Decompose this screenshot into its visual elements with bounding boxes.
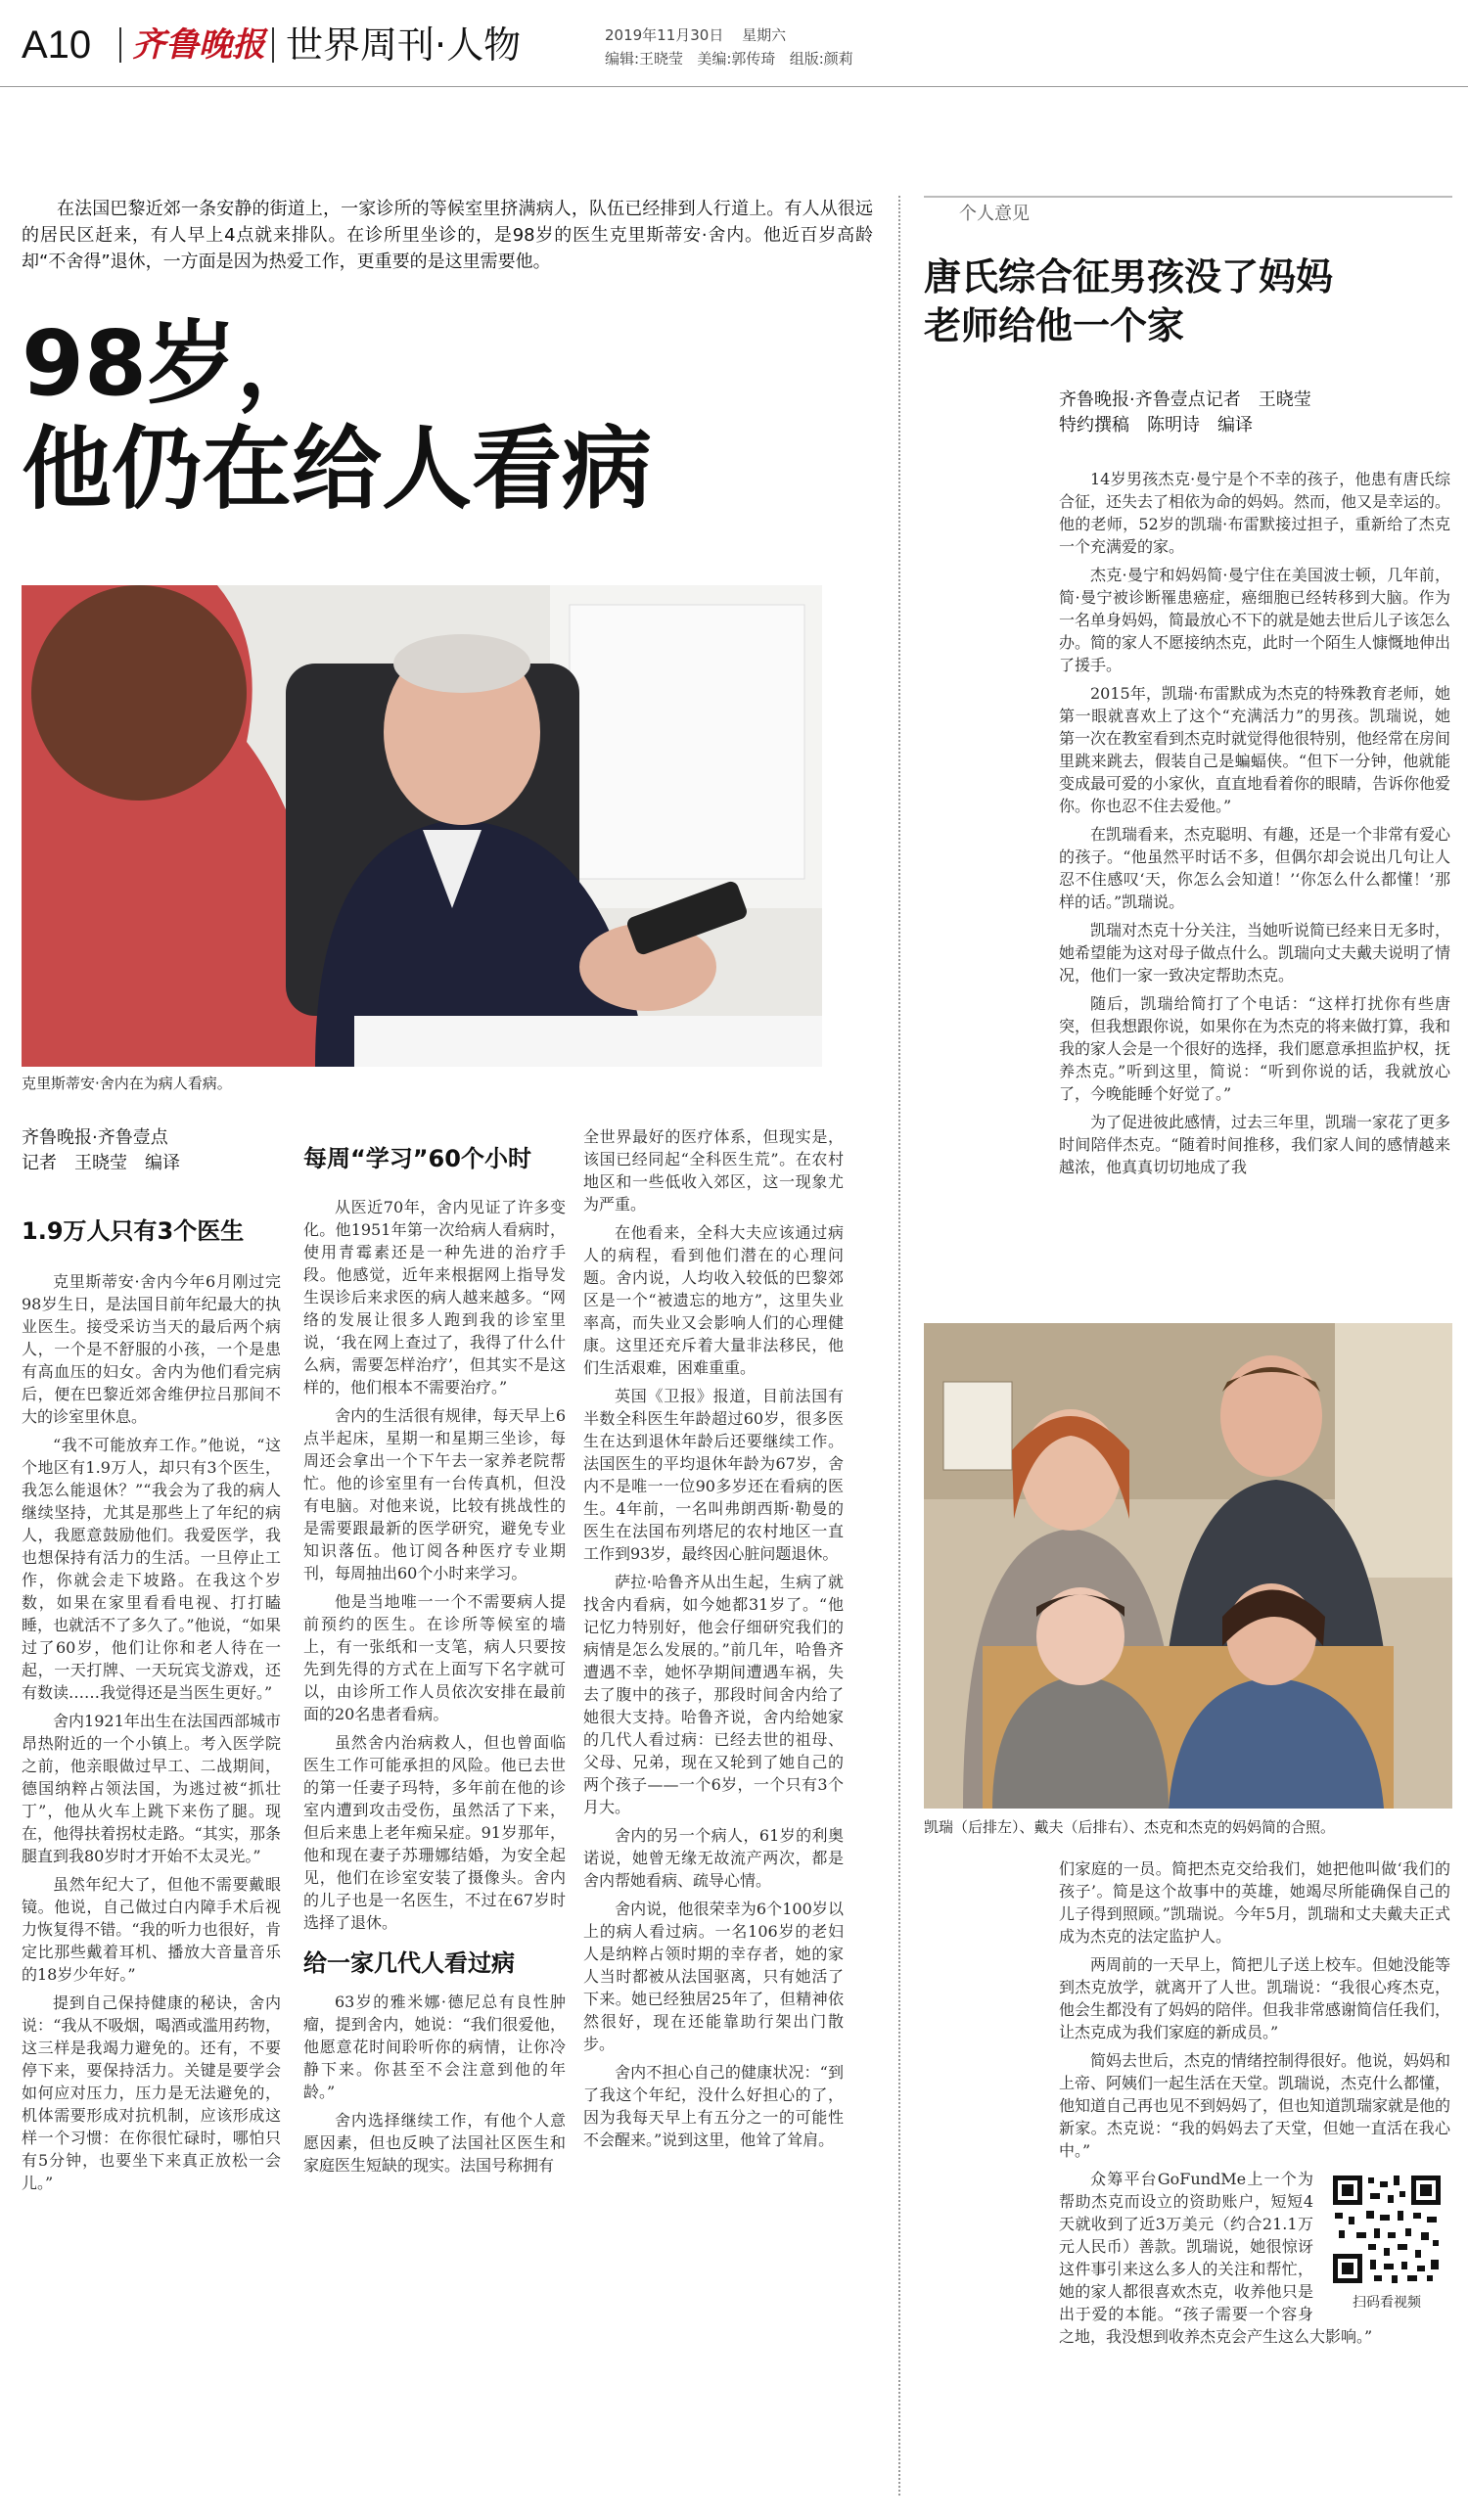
lead-col1-para: 虽然年纪大了，但他不需要戴眼镜。他说，自己做过白内障手术后视力恢复得不错。“我的听力也很好，肯定比那些戴着耳机、播放大音量音乐的18岁少年好。” [22, 1875, 281, 1984]
masthead-divider-2 [272, 27, 274, 63]
lead-col2-para: 他是当地唯一一个不需要病人提前预约的医生。在诊所等候室的墙上，有一张纸和一支笔，病人只要按先到先得的方式在上面写下名字就可以，由诊所工作人员依次安排在最前面的20名患者看病。 [303, 1592, 566, 1723]
subhead-generations: 给一家几代人看过病 [303, 1949, 515, 1977]
lead-col1-para: “我不可能放弃工作。”他说，“这个地区有1.9万人，却只有3个医生，我怎么能退休？”“我会为了我的病人继续坚持，尤其是那些上了年纪的病人，我愿意鼓励他们。我爱医学，我也想保持有活力的生活。一旦停止工作，你就会走下坡路。在我这个岁数，如果在家里看看电视、打打瞌睡，也就活不了多久了。”他说，“如果过了60岁，他们让你和老人待在一起，一天打牌、一天玩宾戈游戏，还有数读……我觉得还是当医生更好。” [22, 1436, 281, 1702]
lead-col3-para: 全世界最好的医疗体系，但现实是，该国已经同起“全科医生荒”。在农村地区和一些低收入郊区，这一现象尤为严重。 [583, 1127, 844, 1214]
lead-col2-para: 从医近70年，舍内见证了许多变化。他1951年第一次给病人看病时，使用青霉素还是一种先进的治疗手段。他感觉，近年来根据网上指导发生误诊后来求医的病人越来越多。“网络的发展让很多人跑到我的诊室里说，‘我在网上查过了，我得了什么什么病，需要怎样治疗’，但其实不是这样的，他们根本不需要治疗。” [303, 1198, 566, 1397]
side-para: 14岁男孩杰克·曼宁是个不幸的孩子，他患有唐氏综合征，还失去了相依为命的妈妈。然而，他又是幸运的。他的老师，52岁的凯瑞·布雷默接过担子，重新给了杰克一个充满爱的家。 [1059, 470, 1450, 556]
lead-col1-para: 舍内1921年出生在法国西部城市昂热附近的一个小镇上。考入医学院之前，他亲眼做过早工、二战期间，德国纳粹占领法国，为逃过被“抓壮丁”，他从火车上跳下来伤了腿。现在，他得扶着拐杖走路。“其实，那条腿直到我80岁时才开始不太灵光。” [22, 1712, 281, 1865]
side-headline [924, 252, 1452, 350]
side-para: 杰克·曼宁和妈妈简·曼宁住在美国波士顿，几年前，简·曼宁被诊断罹患癌症，癌细胞已经转移到大脑。作为一名单身妈妈，简最放心不下的就是她去世后儿子该怎么办。简的家人不愿接纳杰克，此时一个陌生人慷慨地伸出了援手。 [1059, 566, 1450, 674]
lead-col3-para: 在他看来，全科大夫应该通过病人的病程，看到他们潜在的心理问题。舍内说，人均收入较低的巴黎郊区是一个“被遗忘的地方”，这里失业率高，而失业又会影响人们的心理健康。这里还充斥着大量非法移民，他们生活艰难，困难重重。 [583, 1223, 844, 1377]
qr-code[interactable] [1329, 2172, 1445, 2287]
lead-col3-para: 舍内不担心自己的健康状况：“到了我这个年纪，没什么好担心的了，因为我每天早上有五分之一的可能性不会醒来。”说到这里，他耸了耸肩。 [583, 2063, 844, 2149]
lead-col2-para: 舍内的生活很有规律，每天早上6点半起床，星期一和星期三坐诊，每周还会拿出一个下午去一家养老院帮忙。他的诊室里有一台传真机，但没有电脑。对他来说，比较有挑战性的是需要跟最新的医学研究，避免专业知识落伍。他订阅各种医疗专业期刊，每周抽出60个小时来学习。 [303, 1406, 566, 1582]
issue-weekday: 星期六 [742, 26, 787, 44]
side-byline [1059, 388, 1450, 438]
qr-pattern [1329, 2172, 1445, 2287]
page-number: A10 [22, 23, 92, 67]
side-para: 为了促进彼此感情，过去三年里，凯瑞一家花了更多时间陪伴杰克。“随着时间推移，我们家人间的感情越来越浓，他真真切切地成了我 [1059, 1113, 1450, 1176]
opinion-label-bar [924, 196, 1452, 227]
lead-headline-line1: 98岁， [22, 311, 328, 416]
side-byline-line1: 齐鲁晚报·齐鲁壹点记者 王晓莹 [1059, 389, 1311, 410]
masthead-rule [0, 86, 1468, 87]
lead-photo-caption: 克里斯蒂安·舍内在为病人看病。 [22, 1075, 232, 1092]
lead-col2-para: 虽然舍内治病救人，但也曾面临医生工作可能承担的风险。他已去世的第一任妻子玛特，多年前在他的诊室内遭到攻击受伤，虽然活了下来，但后来患上老年痴呆症。91岁那年，他和现在妻子苏珊娜结婚，为安全起见，他们在诊室安装了摄像头。舍内的儿子也是一名医生，不过在67岁时选择了退休。 [303, 1733, 566, 1932]
subhead-doctors: 1.9万人只有3个医生 [22, 1217, 245, 1245]
masthead [0, 0, 1468, 88]
issue-date: 2019年11月30日 [605, 26, 724, 44]
column-divider [898, 196, 900, 2496]
paper-logo: 齐鲁晚报 [132, 25, 265, 65]
lead-byline-line2: 记者 王晓莹 编译 [22, 1153, 180, 1173]
lead-col1-para: 提到自己保持健康的秘诀，舍内说：“我从不吸烟，喝酒或滥用药物，这三样是我竭力避免的。还有，不要停下来，要保持活力。关键是要学会如何应对压力，压力是无法避免的，机体需要形成对抗机制，应该形成这样一个习惯：在你很忙碌时，哪怕只有5分钟，也要坐下来真正放松一会儿。” [22, 1993, 281, 2192]
lead-col3-para: 舍内的另一个病人，61岁的利奥诺说，她曾无缘无故流产两次，都是舍内帮她看病、疏导心情。 [583, 1826, 844, 1890]
issue-date-line [605, 25, 786, 45]
lead-col3-para: 英国《卫报》报道，目前法国有半数全科医生年龄超过60岁，很多医生在达到退休年龄后还要继续工作。法国医生的平均退休年龄为67岁，舍内不是唯一一位90多岁还在看病的医生。4年前，一名叫弗朗西斯·勒曼的医生在法国布列塔尼的农村地区一直工作到93岁，最终因心脏问题退休。 [583, 1387, 844, 1563]
side-headline-line1: 唐氏综合征男孩没了妈妈 [924, 255, 1334, 298]
side-para: 随后，凯瑞给简打了个电话：“这样打扰你有些唐突，但我想跟你说，如果你在为杰克的将来做打算，我和我的家人会是一个很好的选择，我们愿意承担监护权，抚养杰克。”听到这里，简说：“听到你说的话，我就放心了，今晚能睡个好觉了。” [1059, 994, 1450, 1103]
lead-col2-para: 63岁的雅米娜·德尼总有良性肿瘤，提到舍内，她说：“我们很爱他，他愿意花时间聆听你的病情，让你冷静下来。你甚至不会注意到他的年龄。” [303, 1993, 566, 2101]
side-para: 2015年，凯瑞·布雷默成为杰克的特殊教育老师，她第一眼就喜欢上了这个“充满活力”的男孩。凯瑞说，她第一次在教室看到杰克时就觉得他很特别，他经常在房间里跳来跳去，假装自己是蝙蝠侠。“但下一分钟，他就能变成最可爱的小家伙，直直地看着你的眼睛，告诉你他爱你。你也忍不住去爱他。” [1059, 684, 1450, 815]
side-headline-line2: 老师给他一个家 [924, 304, 1185, 347]
side-para: 们家庭的一员。简把杰克交给我们，她把他叫做‘我们的孩子’。简是这个故事中的英雄，她竭尽所能确保自己的儿子得到照顾。”凯瑞说。今年5月，凯瑞和丈夫戴夫正式成为杰克的法定监护人。 [1059, 1859, 1450, 1946]
side-para: 简妈去世后，杰克的情绪控制得很好。他说，妈妈和上帝、阿姨们一起生活在天堂。凯瑞说，杰克什么都懂，他知道自己再也见不到妈妈了，但也知道凯瑞家就是他的新家。杰克说：“我的妈妈去了天堂，但她一直活在我心中。” [1059, 2051, 1450, 2160]
qr-caption: 扫码看视频 [1353, 2295, 1421, 2311]
lead-intro: 在法国巴黎近郊一条安静的街道上，一家诊所的等候室里挤满病人，队伍已经排到人行道上。有人从很远的居民区赶来，有人早上4点就来排队。在诊所里坐诊的，是98岁的医生克里斯蒂安·舍内。他近百岁高龄却“不舍得”退休，一方面是因为热爱工作，更重要的是这里需要他。 [22, 199, 873, 272]
lead-column-3 [583, 1125, 844, 2496]
lead-col1-para: 克里斯蒂安·舍内今年6月刚过完98岁生日，是法国目前年纪最大的执业医生。接受采访当天的最后两个病人，一个是不舒服的小孩，一个是患有高血压的妇女。舍内为他们看完病后，便在巴黎近郊舍维伊拉吕那间不大的诊室里休息。 [22, 1272, 281, 1426]
side-para: 在凯瑞看来，杰克聪明、有趣，还是一个非常有爱心的孩子。“他虽然平时话不多，但偶尔却会说出几句让人忍不住感叹‘天，你怎么会知道！’‘你怎么什么都懂！’那样的话。”凯瑞说。 [1059, 825, 1450, 911]
side-para: 凯瑞对杰克十分关注，当她听说简已经来日无多时，她希望能为这对母子做点什么。凯瑞向丈夫戴夫说明了情况，他们一家一致决定帮助杰克。 [1059, 921, 1450, 985]
section-title: 世界周刊·人物 [286, 23, 522, 67]
lead-headline [22, 311, 873, 523]
side-para: 众筹平台GoFundMe上一个为帮助杰克而设立的资助账户，短短4天就收到了近3万美元（约合21.1万元人民币）善款。凯瑞说，她很惊讶这件事引来这么多人的关注和帮忙，她的家人都很喜欢杰克，收养他只是出于爱的本能。“孩子需要一个容身之地，我没想到收养杰克会产生这么大影响。” [1059, 2170, 1373, 2346]
side-body-top [1059, 468, 1450, 1306]
lead-column-1 [22, 1270, 281, 2494]
family-photo-caption: 凯瑞（后排左）、戴夫（后排右）、杰克和杰克的妈妈简的合照。 [924, 1818, 1336, 1836]
lead-byline [22, 1125, 286, 1176]
lead-col2-para: 舍内选择继续工作，有他个人意愿因素，但也反映了法国社区医生和家庭医生短缺的现实。法国号称拥有 [303, 2111, 566, 2175]
side-byline-line2: 特约撰稿 陈明诗 编译 [1059, 415, 1253, 435]
lead-col3-para: 萨拉·哈鲁齐从出生起，生病了就找舍内看病，如今她都31岁了。“他记忆力特别好，他会仔细研究我们的病情是怎么发展的。”前几年，哈鲁齐遭遇不幸，她怀孕期间遭遇车祸，失去了腹中的孩子，那段时间舍内给了她很大支持。哈鲁齐说，舍内给她家的几代人看过病：已经去世的祖母、父母、兄弟，现在又轮到了她自己的两个孩子——一个6岁，一个只有3个月大。 [583, 1573, 844, 1816]
family-photo-illustration [924, 1323, 1452, 1809]
subhead-study: 每周“学习”60个小时 [303, 1145, 531, 1172]
qr-block [1323, 2172, 1450, 2313]
lead-col3-para: 舍内说，他很荣幸为6个100岁以上的病人看过病。一名106岁的老妇人是纳粹占领时期的幸存者，她的家人当时都被从法国驱离，只有她活了下来。她已经独居25年了，但精神依然很好，现在还能靠助行架出门散步。 [583, 1900, 844, 2053]
family-photo [924, 1323, 1452, 1809]
lead-headline-line2: 他仍在给人看病 [22, 417, 653, 522]
credits: 编辑:王晓莹 美编:郭传琦 组版:颜莉 [605, 50, 853, 68]
lead-column-2 [303, 1196, 566, 2497]
lead-photo-illustration [22, 585, 822, 1067]
lead-photo [22, 585, 822, 1067]
masthead-divider-1 [119, 27, 121, 63]
side-body-bottom [1059, 1857, 1450, 2445]
opinion-label: 个人意见 [959, 204, 1030, 224]
side-para: 两周前的一天早上，简把儿子送上校车。但她没能等到杰克放学，就离开了人世。凯瑞说：“我很心疼杰克，他会生都没有了妈妈的陪伴。但我非常感谢简信任我们，让杰克成为我们家庭的新成员。” [1059, 1955, 1450, 2041]
lead-byline-line1: 齐鲁晚报·齐鲁壹点 [22, 1127, 168, 1148]
